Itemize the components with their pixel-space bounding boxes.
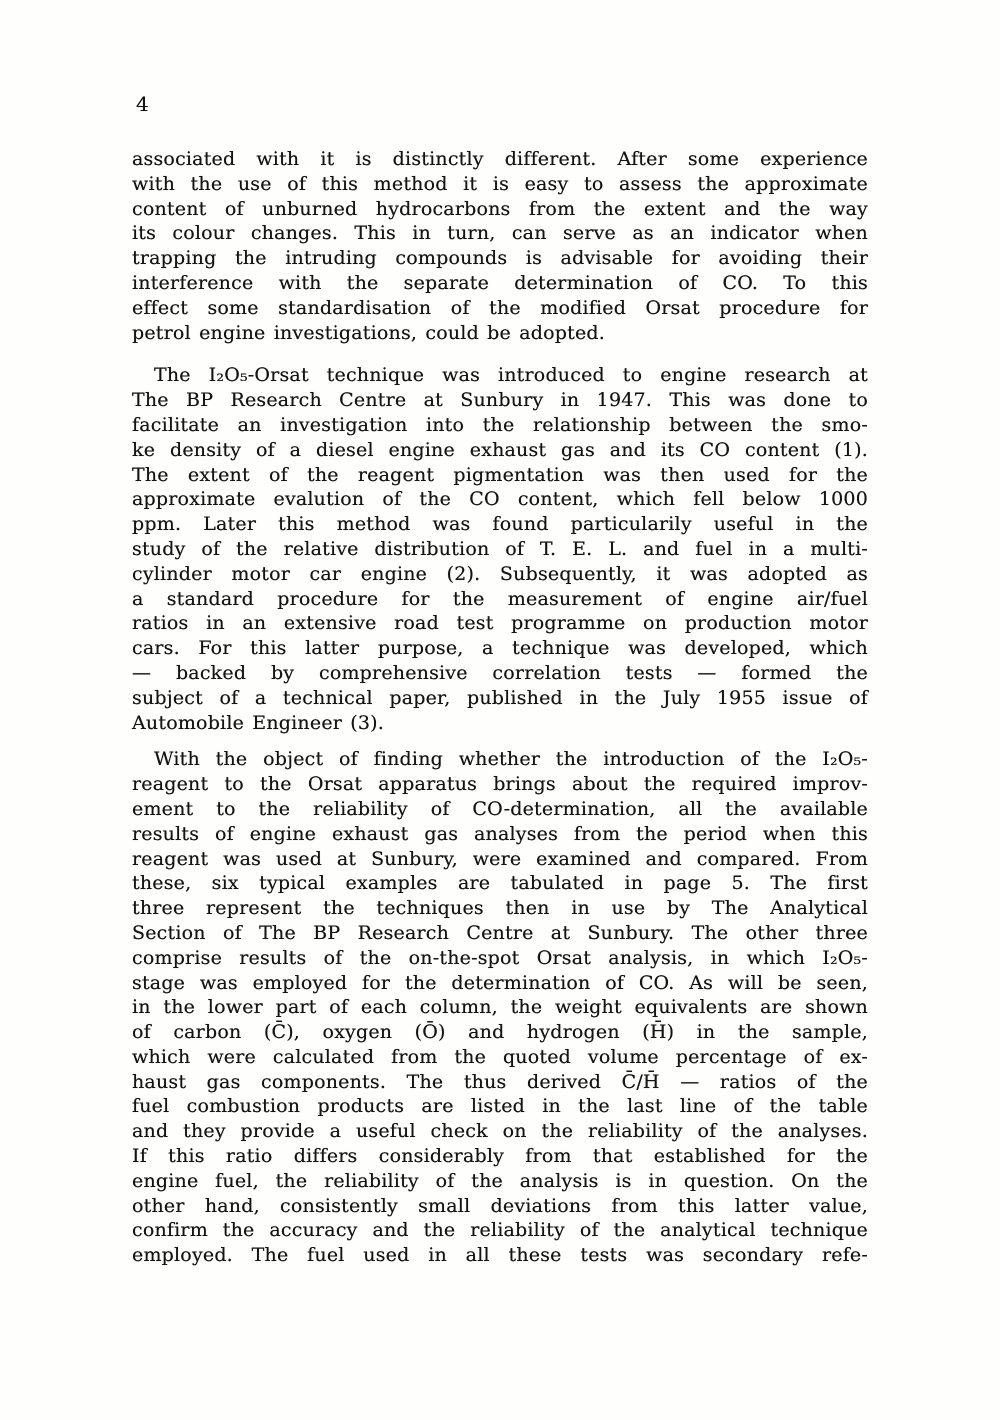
text-line: in the lower part of each column, the weight equivalents are shown (132, 996, 868, 1019)
text-line: three represent the techniques then in use by The Analytical (132, 897, 868, 920)
text-line: ke density of a diesel engine exhaust gas and its CO content (1). (132, 438, 868, 461)
text-line: ppm. Later this method was found particularily useful in the (132, 513, 868, 536)
text-line: associated with it is distinctly different. After some experience (132, 148, 868, 170)
text-line: Section of The BP Research Centre at Sunbury. The other three (132, 921, 868, 944)
text-line: cylinder motor car engine (2). Subsequently, it was adopted as (132, 562, 868, 585)
text-line: trapping the intruding compounds is advisable for avoiding their (132, 247, 868, 270)
text-line: facilitate an investigation into the relationship between the smo- (132, 413, 868, 436)
text-line: comprise results of the on-the-spot Orsat analysis, in which I₂O₅- (132, 946, 868, 969)
text-line: fuel combustion products are listed in the last line of the table (132, 1095, 868, 1118)
text-line: a standard procedure for the measurement of engine air/fuel (132, 587, 868, 610)
text-line: With the object of finding whether the introduction of the I₂O₅- (154, 748, 868, 771)
text-line: results of engine exhaust gas analyses from the period when this (132, 822, 868, 845)
text-line: engine fuel, the reliability of the analysis is in question. On the (132, 1169, 868, 1192)
text-line: of carbon (C̄), oxygen (Ō) and hydrogen (H̄) in the sample, (132, 1021, 868, 1044)
text-line: content of unburned hydrocarbons from the extent and the way (132, 197, 868, 220)
text-line: ratios in an extensive road test programme on production motor (132, 612, 868, 635)
text-line: The I₂O₅-Orsat technique was introduced to engine research at (154, 364, 868, 387)
text-line: reagent was used at Sunbury, were examined and compared. From (132, 847, 868, 870)
text-line: reagent to the Orsat apparatus brings about the required improv- (132, 773, 868, 796)
text-line: stage was employed for the determination of CO. As will be seen, (132, 971, 868, 994)
text-line: its colour changes. This in turn, can serve as an indicator when (132, 222, 868, 245)
text-line: which were calculated from the quoted volume percentage of ex- (132, 1045, 868, 1068)
paragraph (132, 747, 868, 1268)
text-body (132, 147, 868, 1268)
page-number: 4 (136, 92, 149, 116)
text-line: petrol engine investigations, could be adopted. (132, 321, 605, 344)
text-line: subject of a technical paper, published in the July 1955 issue of (132, 686, 868, 709)
paragraph (132, 363, 868, 735)
text-line: If this ratio differs considerably from that established for the (132, 1145, 868, 1168)
text-line: The extent of the reagent pigmentation was then used for the (132, 463, 868, 486)
text-line: cars. For this latter purpose, a technique was developed, which (132, 637, 868, 660)
text-line: these, six typical examples are tabulated in page 5. The first (132, 872, 868, 895)
text-line: The BP Research Centre at Sunbury in 1947. This was done to (132, 389, 868, 412)
text-line: — backed by comprehensive correlation tests — formed the (132, 661, 868, 684)
text-line: haust gas components. The thus derived C̄/H̄ — ratios of the (132, 1070, 868, 1093)
text-line: employed. The fuel used in all these tests was secondary refe- (132, 1244, 868, 1267)
text-line: with the use of this method it is easy to assess the approximate (132, 172, 868, 195)
text-line: approximate evalution of the CO content, which fell below 1000 (132, 488, 868, 511)
text-line: ement to the reliability of CO-determination, all the available (132, 797, 868, 820)
paragraph (132, 147, 868, 345)
text-line: and they provide a useful check on the reliability of the analyses. (132, 1120, 868, 1143)
text-line: interference with the separate determination of CO. To this (132, 271, 868, 294)
text-line: confirm the accuracy and the reliability of the analytical technique (132, 1219, 868, 1242)
text-line: other hand, consistently small deviations from this latter value, (132, 1194, 868, 1217)
text-line: study of the relative distribution of T. E. L. and fuel in a multi- (132, 537, 868, 560)
text-line: effect some standardisation of the modified Orsat procedure for (132, 296, 868, 319)
text-line: Automobile Engineer (3). (132, 711, 385, 734)
